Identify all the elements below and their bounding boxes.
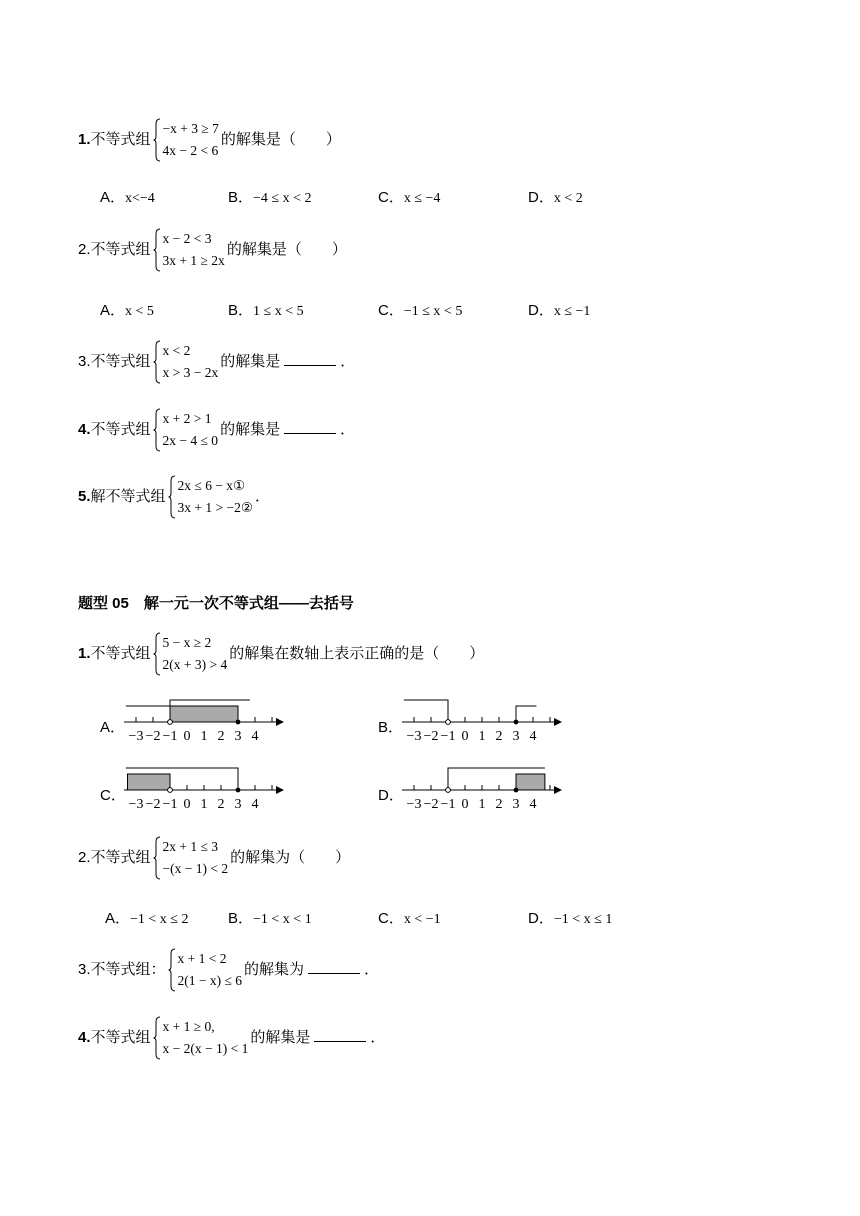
answer-blank[interactable]: [284, 419, 336, 434]
question-4: [78, 408, 355, 452]
option-math: −1 < x ≤ 1: [553, 912, 613, 927]
option-math: x ≤ −4: [403, 191, 441, 206]
axis-tick-label: −1: [440, 797, 456, 812]
question-number: 2.: [78, 848, 91, 866]
option-label: B．: [228, 189, 254, 206]
option-a[interactable]: [105, 907, 189, 928]
question-prefix: 解不等式组: [90, 487, 166, 505]
option-math: x < 2: [553, 191, 583, 206]
question-3: [78, 340, 355, 384]
inequality-system: [168, 948, 243, 992]
inequality-line: −x + 3 ≥ 7: [162, 121, 219, 136]
period: ．: [254, 487, 270, 505]
section-heading: 题型 05 解一元一次不等式组——去括号: [78, 595, 354, 612]
axis-tick-label: −3: [128, 729, 144, 744]
inequality-line: x − 2 < 3: [162, 231, 212, 246]
axis-tick-label: 3: [512, 797, 520, 812]
axis-tick-label: −1: [440, 729, 456, 744]
option-c[interactable]: [378, 186, 440, 207]
inequality-line: 2(1 − x) ≤ 6: [177, 973, 243, 988]
option-b[interactable]: [228, 907, 312, 928]
question-suffix: 的解集是: [220, 352, 281, 370]
question-3: [78, 948, 379, 992]
axis-tick-label: −3: [406, 729, 422, 744]
question-prefix: 不等式组: [90, 848, 151, 866]
inequality-line: x + 1 < 2: [177, 951, 227, 966]
option-math: 1 ≤ x < 5: [253, 304, 304, 319]
inequality-line: 2(x + 3) > 4: [162, 657, 228, 672]
shaded-region: [516, 774, 545, 790]
solid-dot: [236, 720, 241, 725]
period: ．: [364, 960, 380, 978]
axis-tick-label: 3: [234, 797, 242, 812]
question-suffix: 的解集在数轴上表示正确的是（ ）: [229, 644, 485, 662]
axis-tick-label: 3: [234, 729, 242, 744]
question-2: [78, 228, 347, 272]
axis-tick-label: −3: [128, 797, 144, 812]
inequality-line: 2x + 1 ≤ 3: [162, 839, 219, 854]
axis-tick-label: 2: [217, 797, 225, 812]
brace-icon: [153, 1016, 161, 1060]
question-prefix: 不等式组: [90, 1028, 151, 1046]
inequality-line: 3x + 1 ≥ 2x: [162, 253, 225, 268]
axis-tick-label: 0: [183, 797, 191, 812]
option-label: A．: [100, 719, 126, 736]
axis-tick-label: −2: [145, 797, 161, 812]
option-label: B．: [228, 910, 254, 927]
axis-tick-label: 2: [217, 729, 225, 744]
option-label: C．: [378, 302, 404, 319]
question-1: [78, 632, 484, 676]
inequality-line: 2x − 4 ≤ 0: [162, 433, 219, 448]
option-label: A．: [100, 302, 126, 319]
question-number: 4.: [78, 420, 91, 438]
option-c[interactable]: [378, 299, 462, 320]
arrow-icon: [554, 786, 562, 794]
option-b[interactable]: [228, 186, 312, 207]
option-d[interactable]: [528, 299, 590, 320]
axis-tick-label: 2: [495, 729, 503, 744]
inequality-system: [168, 475, 253, 519]
option-label: C．: [378, 189, 404, 206]
option-math: x<−4: [125, 191, 155, 206]
option-c[interactable]: [378, 907, 441, 928]
option-label: A．: [105, 910, 131, 927]
option-d[interactable]: [528, 186, 583, 207]
option-label: B．: [378, 719, 404, 736]
option-label: D．: [378, 787, 404, 804]
question-suffix: 的解集为（ ）: [230, 848, 351, 866]
option-math: x < 5: [125, 304, 154, 319]
option-label: C．: [100, 787, 126, 804]
question-number: 3.: [78, 960, 91, 978]
inequality-line: 5 − x ≥ 2: [162, 635, 212, 650]
arrow-icon: [276, 786, 284, 794]
option-math: −1 ≤ x < 5: [403, 304, 463, 319]
question-suffix: 的解集是（ ）: [226, 240, 347, 258]
question-suffix: 的解集是: [250, 1028, 311, 1046]
axis-tick-label: 3: [512, 729, 520, 744]
axis-tick-label: 2: [495, 797, 503, 812]
inequality-line: 2x ≤ 6 − x①: [177, 478, 246, 493]
inequality-line: 3x + 1 > −2②: [177, 500, 253, 515]
axis-tick-label: 1: [200, 797, 208, 812]
option-a[interactable]: [100, 186, 155, 207]
axis-tick-label: 4: [251, 797, 259, 812]
option-math: x < −1: [403, 912, 441, 927]
inequality-system: [153, 340, 219, 384]
inequality-line: −(x − 1) < 2: [162, 861, 229, 876]
inequality-system: [153, 408, 219, 452]
number-line-d[interactable]: [398, 762, 568, 816]
axis-tick-label: 4: [251, 729, 259, 744]
axis-tick-label: 0: [461, 797, 469, 812]
hollow-dot: [446, 788, 451, 793]
question-suffix: 的解集是: [220, 420, 281, 438]
question-prefix: 不等式组: [90, 130, 151, 148]
question-number: 1.: [78, 130, 91, 148]
option-label: D．: [528, 302, 554, 319]
inequality-system: [153, 1016, 249, 1060]
answer-blank[interactable]: [284, 351, 336, 366]
brace-icon: [168, 948, 176, 992]
inequality-line: x + 1 ≥ 0,: [162, 1019, 215, 1034]
answer-blank[interactable]: [308, 959, 360, 974]
option-math: −4 ≤ x < 2: [253, 191, 312, 206]
option-label: A．: [100, 189, 126, 206]
solid-dot: [514, 720, 519, 725]
solid-dot: [514, 788, 519, 793]
question-2: [78, 836, 350, 880]
inequality-line: x − 2(x − 1) < 1: [162, 1041, 249, 1056]
axis-tick-label: −2: [423, 729, 439, 744]
option-b[interactable]: [228, 299, 304, 320]
brace-icon: [153, 340, 161, 384]
question-4: [78, 1016, 385, 1060]
question-prefix: 不等式组：: [90, 960, 166, 978]
axis-tick-label: −2: [423, 797, 439, 812]
question-number: 1.: [78, 644, 91, 662]
question-prefix: 不等式组: [90, 240, 151, 258]
hollow-dot: [168, 720, 173, 725]
number-line-c[interactable]: [120, 762, 290, 816]
question-number: 5.: [78, 487, 91, 505]
axis-tick-label: 0: [183, 729, 191, 744]
answer-blank[interactable]: [314, 1027, 366, 1042]
axis-tick-label: 4: [529, 729, 537, 744]
question-1: [78, 118, 341, 162]
option-label: B．: [228, 302, 254, 319]
axis-tick-label: −1: [162, 797, 178, 812]
option-a[interactable]: [100, 299, 154, 320]
shaded-region: [128, 774, 171, 790]
brace-icon: [153, 408, 161, 452]
number-line-b[interactable]: [398, 694, 568, 748]
axis-tick-label: 1: [478, 729, 486, 744]
axis-tick-label: −2: [145, 729, 161, 744]
inequality-line: x < 2: [162, 343, 191, 358]
question-prefix: 不等式组: [90, 644, 151, 662]
axis-tick-label: 4: [529, 797, 537, 812]
shaded-region: [170, 706, 238, 722]
question-number: 2.: [78, 240, 91, 258]
inequality-line: 4x − 2 < 6: [162, 143, 219, 158]
inequality-line: x > 3 − 2x: [162, 365, 219, 380]
question-number: 3.: [78, 352, 91, 370]
period: ．: [370, 1028, 386, 1046]
inequality-system: [153, 632, 228, 676]
inequality-system: [153, 118, 219, 162]
brace-icon: [153, 118, 161, 162]
question-5: [78, 475, 270, 519]
option-label: D．: [528, 189, 554, 206]
option-math: x ≤ −1: [553, 304, 591, 319]
axis-tick-label: −3: [406, 797, 422, 812]
solution-bracket: [404, 700, 448, 722]
option-label: D．: [528, 910, 554, 927]
option-math: −1 < x ≤ 2: [130, 912, 189, 927]
question-prefix: 不等式组: [90, 420, 151, 438]
option-d[interactable]: [528, 907, 612, 928]
question-prefix: 不等式组: [90, 352, 151, 370]
question-number: 4.: [78, 1028, 91, 1046]
brace-icon: [153, 632, 161, 676]
brace-icon: [153, 228, 161, 272]
brace-icon: [168, 475, 176, 519]
option-math: −1 < x < 1: [253, 912, 312, 927]
option-label: C．: [378, 910, 404, 927]
axis-tick-label: 1: [478, 797, 486, 812]
axis-tick-label: 0: [461, 729, 469, 744]
solid-dot: [236, 788, 241, 793]
axis-tick-label: 1: [200, 729, 208, 744]
inequality-system: [153, 228, 225, 272]
question-suffix: 的解集是（ ）: [220, 130, 341, 148]
arrow-icon: [276, 718, 284, 726]
hollow-dot: [168, 788, 173, 793]
inequality-line: x + 2 > 1: [162, 411, 212, 426]
question-suffix: 的解集为: [244, 960, 305, 978]
number-line-a[interactable]: [120, 694, 290, 748]
hollow-dot: [446, 720, 451, 725]
brace-icon: [153, 836, 161, 880]
inequality-system: [153, 836, 229, 880]
period: ．: [340, 420, 356, 438]
period: ．: [340, 352, 356, 370]
axis-tick-label: −1: [162, 729, 178, 744]
arrow-icon: [554, 718, 562, 726]
